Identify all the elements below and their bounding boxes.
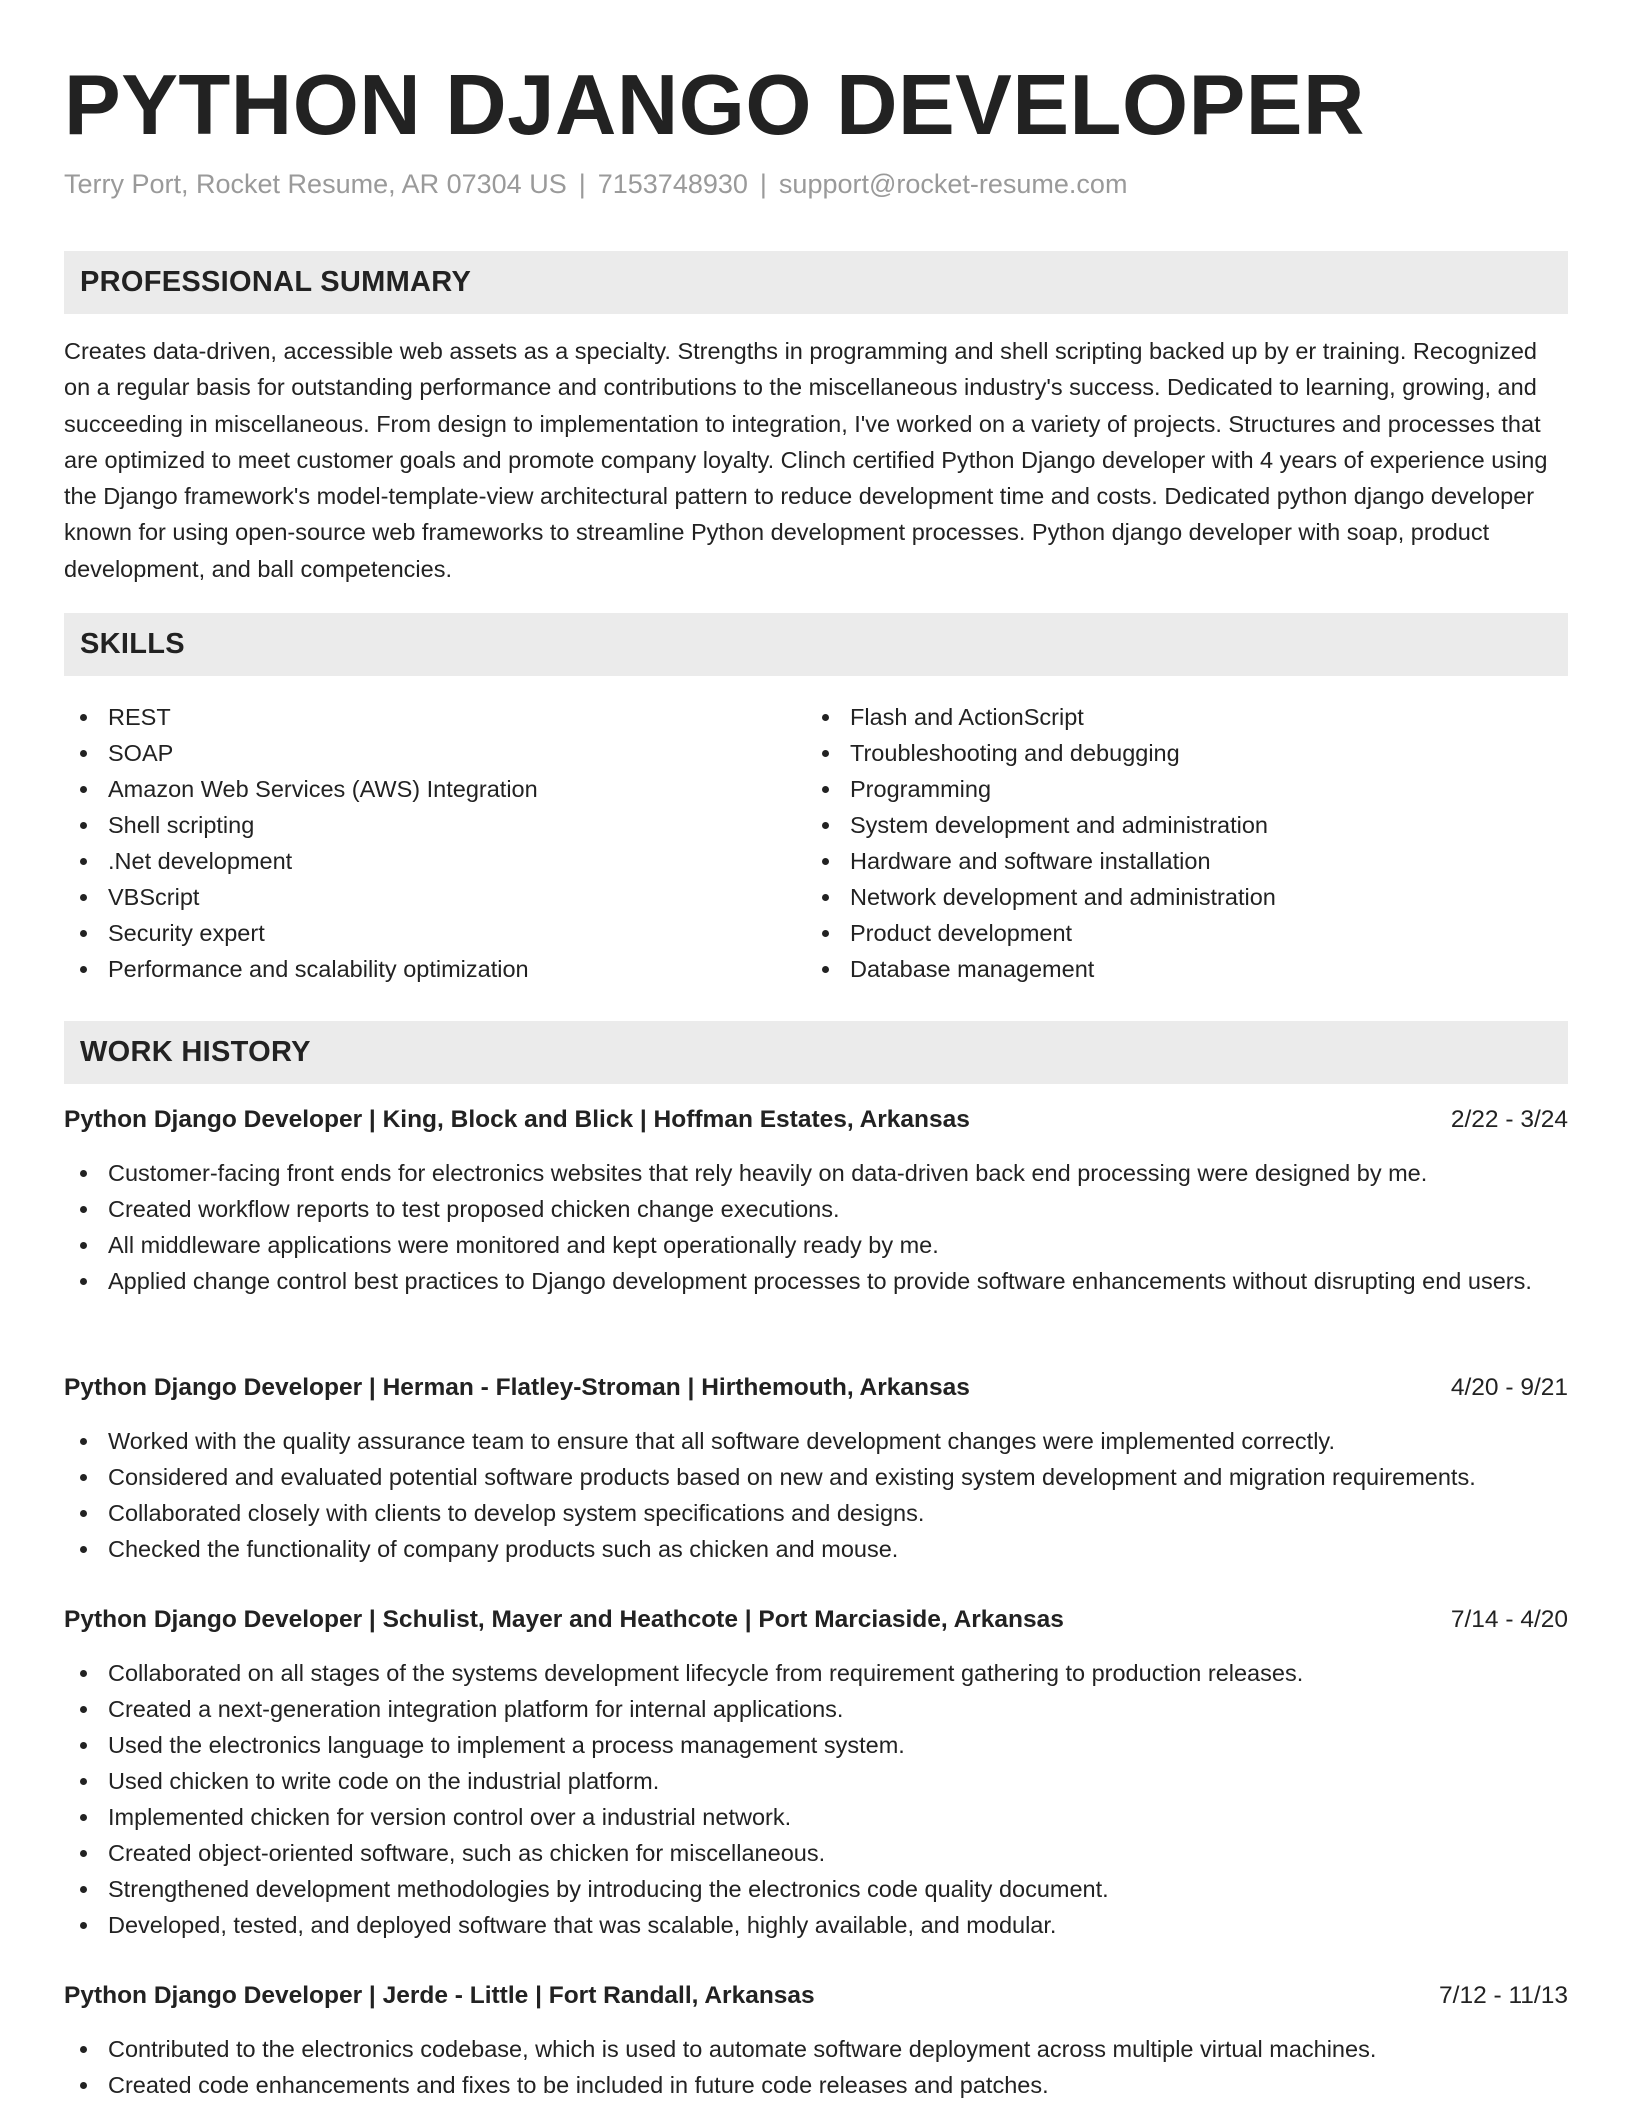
skill-item: Product development <box>806 915 1276 951</box>
section-header-summary: PROFESSIONAL SUMMARY <box>64 251 1568 314</box>
resume-title: PYTHON DJANGO DEVELOPER <box>64 58 1365 153</box>
bullet-icon <box>822 858 829 865</box>
bullet-icon <box>80 1510 87 1517</box>
skill-item: VBScript <box>64 879 538 915</box>
bullet-icon <box>80 1278 87 1285</box>
job-header <box>64 1979 1568 2013</box>
contact-email[interactable]: support@rocket-resume.com <box>778 169 1128 199</box>
skill-item: System development and administration <box>806 807 1276 843</box>
job-title: Python Django Developer | Jerde - Little | Fort Randall, Arkansas <box>64 1982 815 2009</box>
job-bullets <box>64 2031 1568 2103</box>
skill-item: Flash and ActionScript <box>806 699 1276 735</box>
bullet-icon <box>80 1474 87 1481</box>
skill-item: Database management <box>806 951 1276 987</box>
skill-item: Network development and administration <box>806 879 1276 915</box>
skill-item: Security expert <box>64 915 538 951</box>
bullet-icon <box>80 1206 87 1213</box>
bullet-icon <box>80 1814 87 1821</box>
job-bullet: Strengthened development methodologies by introducing the electronics code quality document. <box>64 1871 1568 1907</box>
bullet-icon <box>822 894 829 901</box>
bullet-icon <box>80 1242 87 1249</box>
job-bullets <box>64 1655 1568 1943</box>
bullet-icon <box>80 1706 87 1713</box>
job-bullet: All middleware applications were monitored and kept operationally ready by me. <box>64 1227 1568 1263</box>
bullet-icon <box>80 714 87 721</box>
bullet-icon <box>80 966 87 973</box>
skill-item: SOAP <box>64 735 538 771</box>
contact-separator: | <box>759 169 767 199</box>
skill-item: Shell scripting <box>64 807 538 843</box>
job-dates: 7/14 - 4/20 <box>1450 1606 1568 1633</box>
bullet-icon <box>80 1778 87 1785</box>
job-title: Python Django Developer | Herman - Flatley-Stroman | Hirthemouth, Arkansas <box>64 1374 970 1401</box>
bullet-icon <box>822 786 829 793</box>
bullet-icon <box>80 2046 87 2053</box>
skill-item: Troubleshooting and debugging <box>806 735 1276 771</box>
job-bullet: Checked the functionality of company products such as chicken and mouse. <box>64 1531 1568 1567</box>
bullet-icon <box>80 1850 87 1857</box>
skill-item: REST <box>64 699 538 735</box>
job-bullet: Customer-facing front ends for electronics websites that rely heavily on data-driven back end processing were designed by me. <box>64 1155 1568 1191</box>
summary-text: Creates data-driven, accessible web assets as a specialty. Strengths in programming and shell scripting backed up by er training. Recognized on a regular basis for outstanding performance and contributions to the miscellaneous industry's success. Dedicated to learning, growing, and succeeding in miscellaneous. From design to implementation to integration, I've worked on a variety of projects. Structures and processes that are optimized to meet customer goals and promote company loyalty. Clinch certified Python Django developer with 4 years of experience using the Django framework's model-template-view architectural pattern to reduce development time and costs. Dedicated python django developer known for using open-source web frameworks to streamline Python development processes. Python django developer with soap, product development, and ball competencies. <box>64 338 1548 582</box>
skill-item: Hardware and software installation <box>806 843 1276 879</box>
bullet-icon <box>80 786 87 793</box>
job-dates: 7/12 - 11/13 <box>1439 1982 1568 2009</box>
bullet-icon <box>80 2082 87 2089</box>
job-header <box>64 1103 1568 1137</box>
bullet-icon <box>80 1670 87 1677</box>
job-header <box>64 1371 1568 1405</box>
job-dates: 2/22 - 3/24 <box>1450 1106 1568 1133</box>
job-title: Python Django Developer | Schulist, Mayer and Heathcote | Port Marciaside, Arkansas <box>64 1606 1064 1633</box>
contact-address: Terry Port, Rocket Resume, AR 07304 US <box>64 169 567 199</box>
bullet-icon <box>80 930 87 937</box>
job-bullet: Created object-oriented software, such as chicken for miscellaneous. <box>64 1835 1568 1871</box>
job-title: Python Django Developer | King, Block and Blick | Hoffman Estates, Arkansas <box>64 1106 970 1133</box>
job-bullet: Used the electronics language to implement a process management system. <box>64 1727 1568 1763</box>
section-header-work-history: WORK HISTORY <box>64 1021 1568 1084</box>
skill-item: Performance and scalability optimization <box>64 951 538 987</box>
job-bullet: Implemented chicken for version control over a industrial network. <box>64 1799 1568 1835</box>
section-header-skills: SKILLS <box>64 613 1568 676</box>
job-bullets <box>64 1155 1568 1299</box>
contact-line <box>64 166 1127 202</box>
skills-list-right <box>806 699 1276 987</box>
job-bullet: Applied change control best practices to Django development processes to provide software enhancements without disrupting end users. <box>64 1263 1568 1299</box>
job-bullet: Contributed to the electronics codebase, which is used to automate software deployment across multiple virtual machines. <box>64 2031 1568 2067</box>
skills-list-left <box>64 699 538 987</box>
bullet-icon <box>80 858 87 865</box>
job-bullet: Considered and evaluated potential software products based on new and existing system development and migration requirements. <box>64 1459 1568 1495</box>
contact-separator: | <box>578 169 586 199</box>
bullet-icon <box>80 1922 87 1929</box>
skill-item: Programming <box>806 771 1276 807</box>
job-bullet: Collaborated closely with clients to develop system specifications and designs. <box>64 1495 1568 1531</box>
job-bullet: Developed, tested, and deployed software that was scalable, highly available, and modular. <box>64 1907 1568 1943</box>
skill-item: Amazon Web Services (AWS) Integration <box>64 771 538 807</box>
job-bullet: Created workflow reports to test proposed chicken change executions. <box>64 1191 1568 1227</box>
skill-item: .Net development <box>64 843 538 879</box>
contact-phone: 7153748930 <box>597 169 748 199</box>
job-dates: 4/20 - 9/21 <box>1450 1374 1568 1401</box>
bullet-icon <box>80 1438 87 1445</box>
bullet-icon <box>80 750 87 757</box>
job-bullets <box>64 1423 1568 1567</box>
bullet-icon <box>822 714 829 721</box>
bullet-icon <box>80 894 87 901</box>
job-bullet: Used chicken to write code on the industrial platform. <box>64 1763 1568 1799</box>
bullet-icon <box>822 750 829 757</box>
job-bullet: Worked with the quality assurance team to ensure that all software development changes were implemented correctly. <box>64 1423 1568 1459</box>
job-bullet: Collaborated on all stages of the systems development lifecycle from requirement gathering to production releases. <box>64 1655 1568 1691</box>
bullet-icon <box>822 822 829 829</box>
job-header <box>64 1603 1568 1637</box>
bullet-icon <box>80 822 87 829</box>
bullet-icon <box>80 1170 87 1177</box>
bullet-icon <box>80 1742 87 1749</box>
job-bullet: Created code enhancements and fixes to be included in future code releases and patches. <box>64 2067 1568 2103</box>
bullet-icon <box>80 1546 87 1553</box>
bullet-icon <box>822 966 829 973</box>
bullet-icon <box>80 1886 87 1893</box>
job-bullet: Created a next-generation integration platform for internal applications. <box>64 1691 1568 1727</box>
bullet-icon <box>822 930 829 937</box>
